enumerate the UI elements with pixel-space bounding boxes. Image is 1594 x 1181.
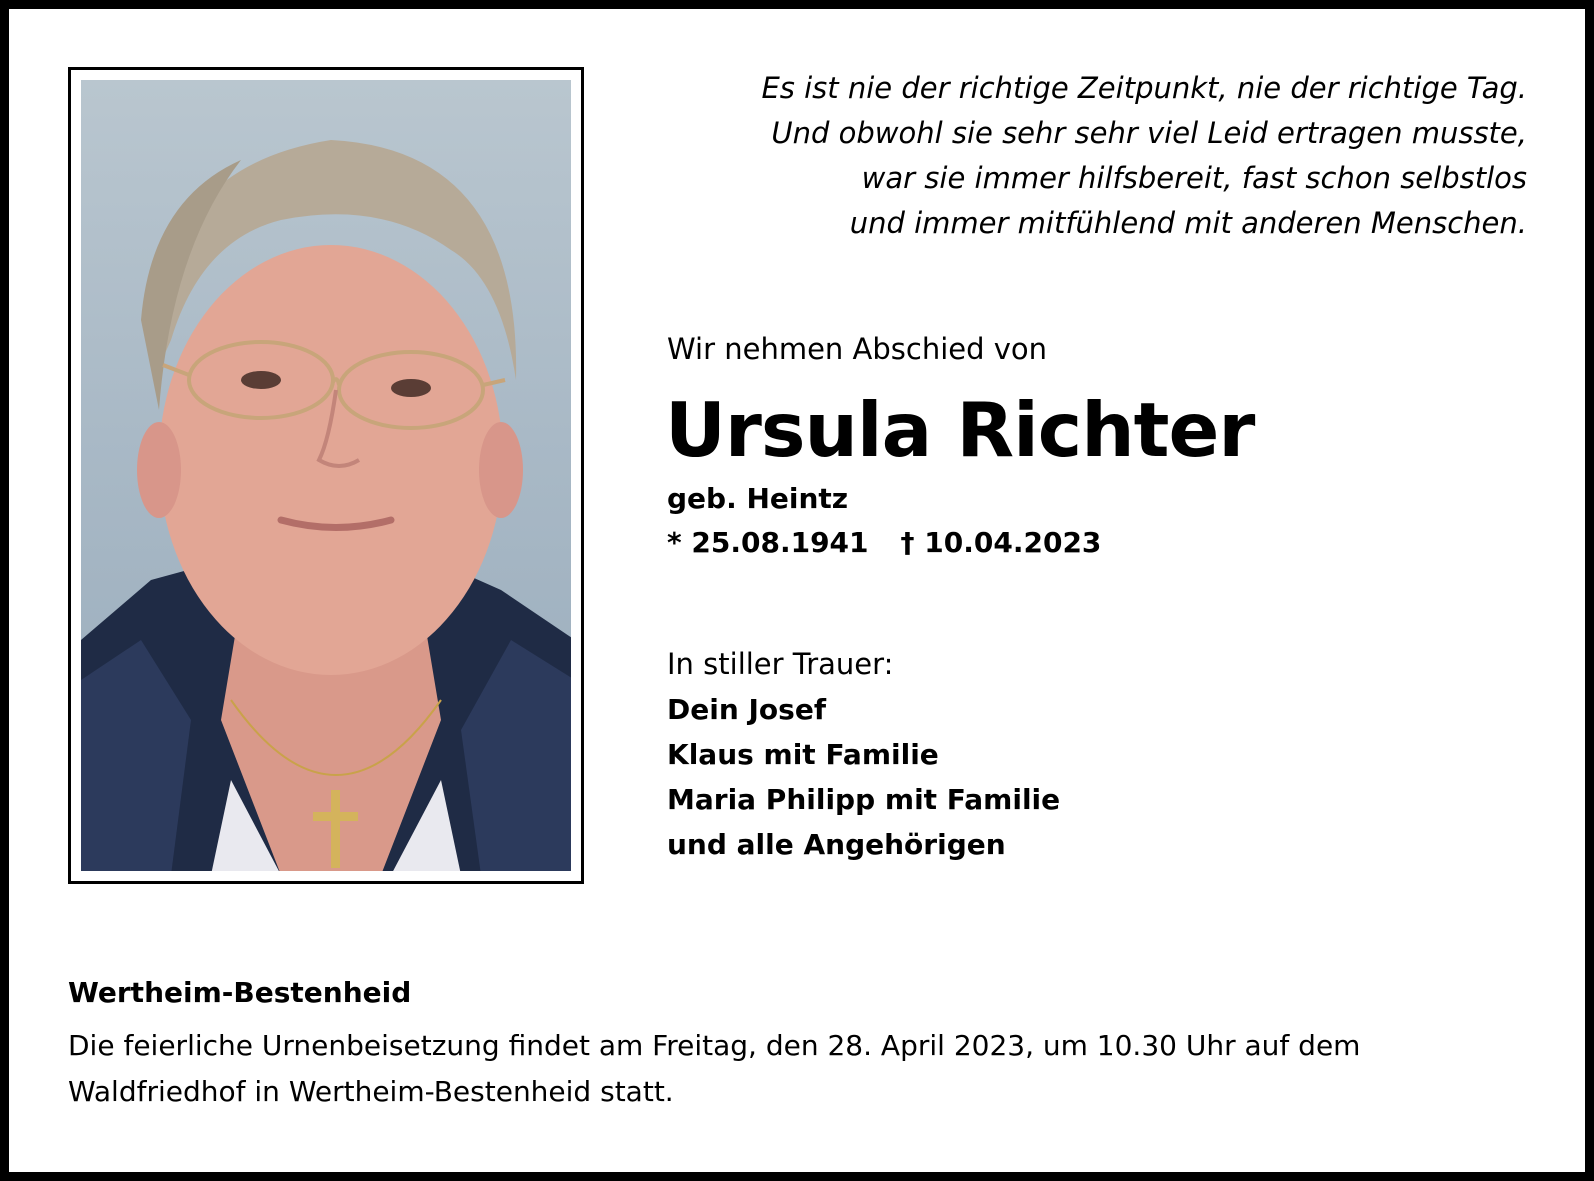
life-dates — [667, 521, 1101, 565]
memorial-quote — [667, 66, 1527, 246]
portrait-photo — [81, 80, 571, 871]
birth-name: geb. Heintz — [667, 482, 849, 515]
mourner-name: Maria Philipp mit Familie — [667, 783, 1061, 816]
mourner-name: Klaus mit Familie — [667, 738, 939, 771]
portrait-frame — [68, 67, 584, 884]
death-date: † 10.04.2023 — [900, 526, 1102, 559]
quote-line: und immer mitfühlend mit anderen Menschen. — [849, 206, 1527, 240]
quote-line: Und obwohl sie sehr sehr viel Leid ertragen musste, — [771, 116, 1527, 150]
mourner-name: Dein Josef — [667, 693, 827, 726]
mourner-name: und alle Angehörigen — [667, 828, 1006, 861]
place-heading: Wertheim-Bestenheid — [68, 976, 412, 1009]
ceremony-text: Die feierliche Urnenbeisetzung findet am Freitag, den 28. April 2023, um 10.30 Uhr auf dem Waldfriedhof in Wertheim-Bestenheid statt. — [68, 1029, 1361, 1108]
portrait-illustration — [81, 80, 571, 871]
farewell-intro: Wir nehmen Abschied von — [667, 332, 1048, 366]
deceased-name: Ursula Richter — [665, 386, 1255, 474]
quote-line: Es ist nie der richtige Zeitpunkt, nie der richtige Tag. — [761, 71, 1527, 105]
mourners-list — [667, 687, 1060, 867]
birth-date: * 25.08.1941 — [667, 526, 869, 559]
mourning-label: In stiller Trauer: — [667, 647, 894, 681]
quote-line: war sie immer hilfsbereit, fast schon selbstlos — [861, 161, 1527, 195]
